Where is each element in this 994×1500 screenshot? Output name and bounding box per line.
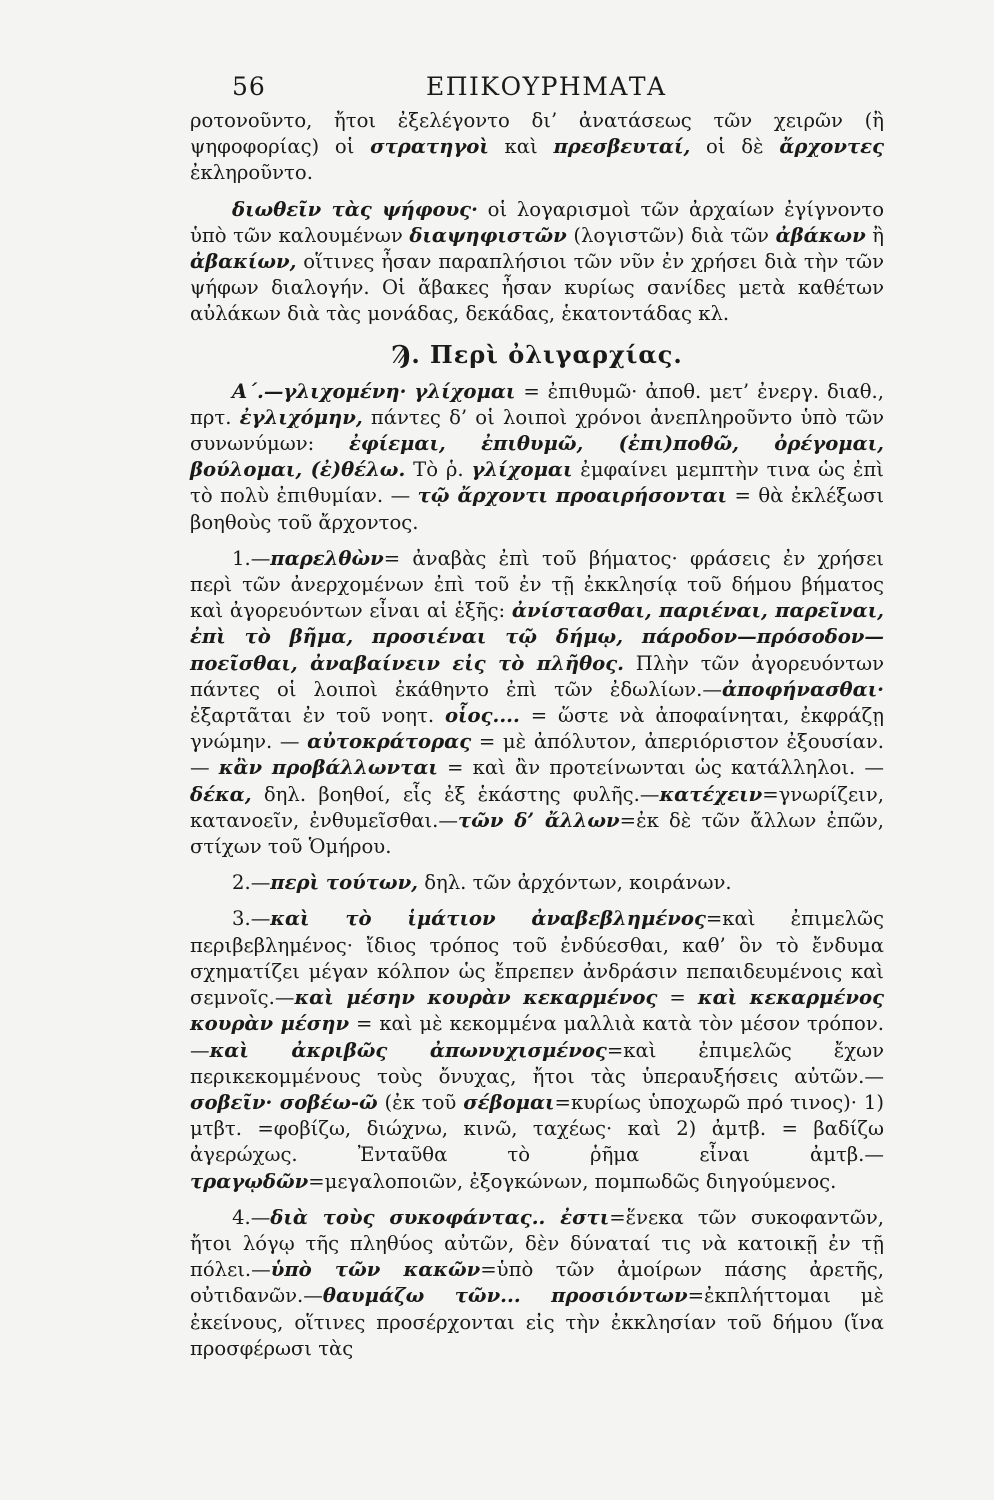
lemma-term: πρεσβευταί, [553, 135, 691, 159]
gloss-text: =μεγαλοποιῶν, ἐξογκώνων, πομπωδῶς διηγούμενος. [308, 1169, 837, 1193]
lemma-term: καὶ τὸ ἱμάτιον ἀναβεβλημένος [270, 907, 706, 931]
paragraph [190, 379, 884, 536]
lemma-term: ἀβάκων [775, 223, 866, 247]
gloss-text: ἢ [865, 223, 884, 247]
paragraph [190, 870, 884, 896]
lemma-term: σέβομαι [463, 1090, 555, 1114]
lemma-term: Α΄.—γλιχομένη· [232, 379, 407, 403]
lemma-term: ἀποφήνασθαι· [721, 677, 884, 701]
lemma-term: τῷ ἄρχοντι προαιρήσονται [417, 484, 728, 508]
gloss-text: =ἐκπλήττομαι μὲ ἐκείνους, οἵτινες προσέρχονται εἰς τὴν ἐκκλησίαν τοῦ δήμου (ἵνα προσφέρωσι τὰς [190, 1284, 884, 1360]
gloss-text: Πλὴν τῶν ἀγορευόντων πάντες οἱ λοιποὶ ἐκάθηντο ἐπὶ τῶν ἐδωλίων.— [190, 651, 885, 701]
gloss-text: ροτονοῦντο, ἤτοι ἐξελέγοντο δι’ ἀνατάσεως τῶν χειρῶν (ἢ ψηφοφορίας) οἱ [190, 109, 884, 159]
gloss-text: (ἐκ τοῦ [377, 1090, 464, 1114]
gloss-text: =καὶ ἐπιμελῶς περιβεβλημένος· ἴδιος τρόπος τοῦ ἐνδύεσθαι, καθ’ ὃν τὸ ἔνδυμα σχηματίζει μέγαν κόλπον ὡς ἔπρεπεν ἀνδράσιν πεπαιδευμένοις καὶ σεμνοῖς.— [190, 907, 884, 1010]
gloss-text: =γνωρίζειν, κατανοεῖν, ἐνθυμεῖσθαι.— [190, 782, 884, 832]
gloss-text: 4.— [232, 1205, 271, 1229]
gloss-text: = [657, 986, 698, 1010]
gloss-text: Τὸ ῥ. [405, 458, 472, 482]
lemma-term: γλίχομαι [471, 458, 573, 482]
lemma-term: διαψηφιστῶν [409, 223, 567, 247]
gloss-text: πάντες δ’ οἱ λοιποὶ χρόνοι ἀνεπληροῦντο ὑπὸ τῶν συνωνύμων: [190, 405, 884, 456]
gloss-text: ἐκληροῦντο. [190, 161, 313, 185]
lemma-term: ἀβακίων, [190, 250, 297, 274]
paragraph [190, 108, 884, 187]
lemma-term: κἂν προβάλλωνται [218, 756, 438, 780]
gloss-text: δηλ. βοηθοί, εἷς ἐξ ἑκάστης φυλῆς.— [251, 782, 660, 806]
paragraph [190, 546, 884, 860]
lemma-term: θαυμάζω τῶν... προσιόντων [322, 1284, 688, 1308]
running-title: ΕΠΙΚΟΥΡΗΜΑΤΑ [426, 72, 667, 101]
gloss-text: καὶ [488, 135, 554, 159]
gloss-text: =ἐκ δὲ τῶν ἄλλων ἐπῶν, στίχων τοῦ Ὁμήρου. [190, 808, 884, 859]
lemma-term: καὶ κεκαρμένος κουρὰν μέσην [190, 986, 884, 1036]
lemma-term: καὶ μέσην κουρὰν κεκαρμένος [294, 986, 658, 1010]
gloss-text: =κυρίως ὑποχωρῶ πρό τινος)· 1) μτβτ. =φοβίζω, διώχνω, κινῶ, ταχέως· καὶ 2) ἀμτβ. = βαδίζω ἀγερώχως. Ἐνταῦθα τὸ ῥῆμα εἶναι ἀμτβ.— [190, 1090, 885, 1167]
lemma-term: γλίχομαι [414, 379, 516, 403]
lemma-term: ἄρχοντες [779, 135, 884, 159]
lemma-term: δέκα, [190, 782, 252, 806]
page-number: 56 [232, 72, 266, 101]
section-heading: Ϡ. Περὶ ὀλιγαρχίας. [391, 339, 683, 369]
gloss-text: οἵτινες ἦσαν παραπλήσιοι τῶν νῦν ἐν χρήσει διὰ τὴν τῶν ψήφων διαλογήν. Οἱ ἄβακες ἦσαν κυρίως σανίδες μετὰ καθέτων αὐλάκων διὰ τὰς μονάδας, δεκάδας, ἑκατοντάδας κλ. [190, 250, 884, 326]
gloss-text: ἐμφαίνει μεμπτὴν τινα ὡς ἐπὶ τὸ πολὺ ἐπιθυμίαν. — [190, 458, 884, 508]
lemma-term: ἐγλιχόμην, [239, 405, 363, 429]
gloss-text: = μὲ ἀπόλυτον, ἀπεριόριστον ἐξουσίαν. — [190, 730, 884, 780]
lemma-term: ἐφίεμαι, ἐπιθυμῶ, (ἐπι)ποθῶ, ὀρέγομαι, βούλομαι, (ἐ)θέλω. [190, 432, 885, 482]
lemma-term: στρατηγοὶ [370, 135, 489, 159]
gloss-text: 3.— [232, 907, 271, 931]
lemma-term: διωθεῖν τὰς ψήφους· [232, 197, 478, 221]
paragraph [190, 1205, 884, 1362]
lemma-term: κατέχειν [659, 782, 763, 806]
body-text [190, 108, 884, 1362]
gloss-text: = ὥστε νὰ ἀποφαίνηται, ἐκφράζῃ γνώμην. — [190, 704, 884, 754]
gloss-text: οἱ λογαρισμοὶ τῶν ἀρχαίων ἐγίγνοντο ὑπὸ τῶν καλουμένων [190, 197, 885, 247]
paragraph [190, 906, 884, 1194]
lemma-term: περὶ τούτων, [270, 871, 418, 895]
gloss-text: (λογιστῶν) διὰ τῶν [566, 223, 776, 247]
gloss-text: οἱ δὲ [690, 135, 780, 159]
lemma-term: καὶ ἀκριβῶς ἀπωνυχισμένος [209, 1038, 607, 1062]
gloss-text: = καὶ ἂν προτείνωνται ὡς κατάλληλοι. — [437, 756, 884, 780]
lemma-term: τραγῳδῶν [190, 1169, 309, 1193]
gloss-text: =ὑπὸ τῶν ἀμοίρων πάσης ἀρετῆς, οὐτιδανῶν.— [190, 1258, 884, 1308]
gloss-text: = ἀναβὰς ἐπὶ τοῦ βήματος· φράσεις ἐν χρήσει περὶ τῶν ἀνερχομένων ἐπὶ τοῦ ἐν τῇ ἐκκλησίᾳ τοῦ δήμου βήματος καὶ ἀγορευόντων εἶναι αἱ ἑξῆς: [190, 546, 884, 623]
lemma-term: οἷος.... [444, 704, 520, 728]
gloss-text: =καὶ ἐπιμελῶς ἔχων περικεκομμένους τοὺς ὄνυχας, ἤτοι τὰς ὑπεραυξήσεις αὐτῶν.— [190, 1038, 884, 1088]
gloss-text: = ἐπιθυμῶ· ἀποθ. μετ’ ἐνεργ. διαθ., πρτ. [190, 379, 885, 429]
gloss-text: 1.— [232, 546, 271, 570]
lemma-term: σοβεῖν· σοβέω-ῶ [190, 1090, 378, 1114]
gloss-text: =ἕνεκα τῶν συκοφαντῶν, ἤτοι λόγῳ τῆς πληθύος αὐτῶν, δὲν δύναταί τις νὰ κατοικῇ ἐν τῇ πόλει.— [190, 1205, 884, 1282]
lemma-term: παρελθὼν [270, 546, 384, 570]
lemma-term: ὑπὸ τῶν κακῶν [270, 1258, 481, 1282]
lemma-term: ἀνίστασθαι, παριέναι, παρεῖναι, ἐπὶ τὸ βῆμα, προσιέναι τῷ δήμῳ, πάροδον—πρόσοδον—ποεῖσθαι, ἀναβαίνειν εἰς τὸ πλῆθος. [190, 599, 885, 675]
lemma-term: διὰ τοὺς συκοφάντας.. ἐστι [270, 1205, 610, 1229]
gloss-text: = καὶ μὲ κεκομμένα μαλλιὰ κατὰ τὸν μέσον τρόπον.— [190, 1012, 884, 1062]
lemma-term: αὐτοκράτορας [307, 730, 472, 754]
gloss-text: ἐξαρτᾶται ἐν τοῦ νοητ. [190, 704, 445, 728]
page-header [190, 62, 884, 106]
paragraph [190, 197, 884, 328]
gloss-text: δηλ. τῶν ἀρχόντων, κοιράνων. [418, 871, 732, 895]
gloss-text: = θὰ ἐκλέξωσι βοηθοὺς τοῦ ἄρχοντος. [190, 484, 885, 534]
lemma-term: τῶν δ’ ἄλλων [458, 808, 620, 832]
gloss-text: 2.— [232, 871, 271, 895]
